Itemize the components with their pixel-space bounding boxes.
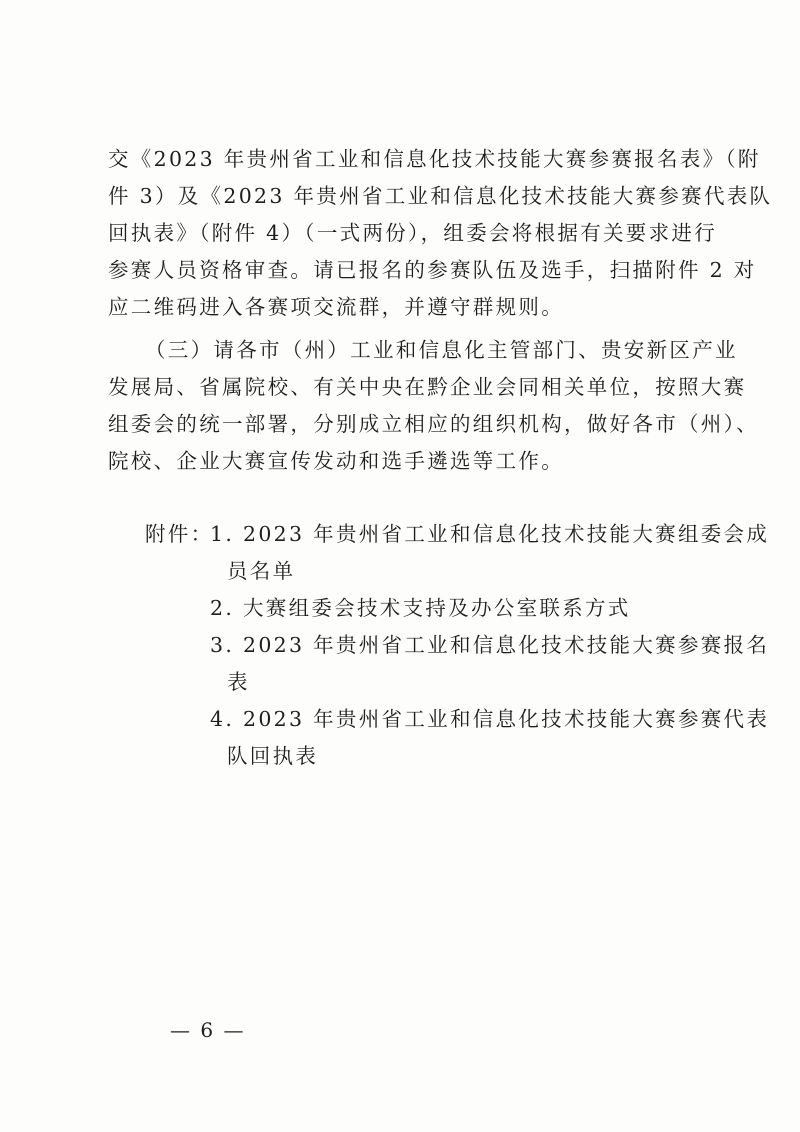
paragraph-1-line-4: 参赛人员资格审查。请已报名的参赛队伍及选手，扫描附件 2 对	[108, 258, 757, 282]
paragraph-2-line-4: 院校、企业大赛宣传发动和选手遴选等工作。	[108, 449, 564, 473]
paragraph-1-line-3: 回执表》（附件 4）（一式两份），组委会将根据有关要求进行	[108, 221, 718, 245]
page-number: — 6 —	[170, 1018, 246, 1042]
attachment-4-line-1: 4. 2023 年贵州省工业和信息化技术技能大赛参赛代表	[210, 707, 770, 731]
paragraph-2-line-1: （三）请各市（州）工业和信息化主管部门、贵安新区产业	[145, 338, 738, 362]
attachment-4-line-2: 队回执表	[227, 744, 319, 768]
attachments-label: 附件：	[145, 522, 214, 546]
paragraph-2-line-2: 发展局、省属院校、有关中央在黔企业会同相关单位，按照大赛	[108, 375, 747, 399]
attachment-3-line-2: 表	[227, 670, 250, 694]
attachment-1-line-2: 员名单	[227, 559, 296, 583]
paragraph-2-line-3: 组委会的统一部署，分别成立相应的组织机构，做好各市（州）、	[108, 412, 759, 436]
attachment-1-line-1: 1. 2023 年贵州省工业和信息化技术技能大赛组委会成	[210, 522, 770, 546]
paragraph-1-line-1: 交《2023 年贵州省工业和信息化技术技能大赛参赛报名表》（附	[108, 147, 761, 171]
attachment-3-line-1: 3. 2023 年贵州省工业和信息化技术技能大赛参赛报名	[210, 633, 770, 657]
attachment-2-line-1: 2. 大赛组委会技术支持及办公室联系方式	[210, 596, 631, 620]
paragraph-1-line-2: 件 3）及《2023 年贵州省工业和信息化技术技能大赛参赛代表队	[108, 184, 773, 208]
paragraph-1-line-5: 应二维码进入各赛项交流群，并遵守群规则。	[108, 295, 564, 319]
